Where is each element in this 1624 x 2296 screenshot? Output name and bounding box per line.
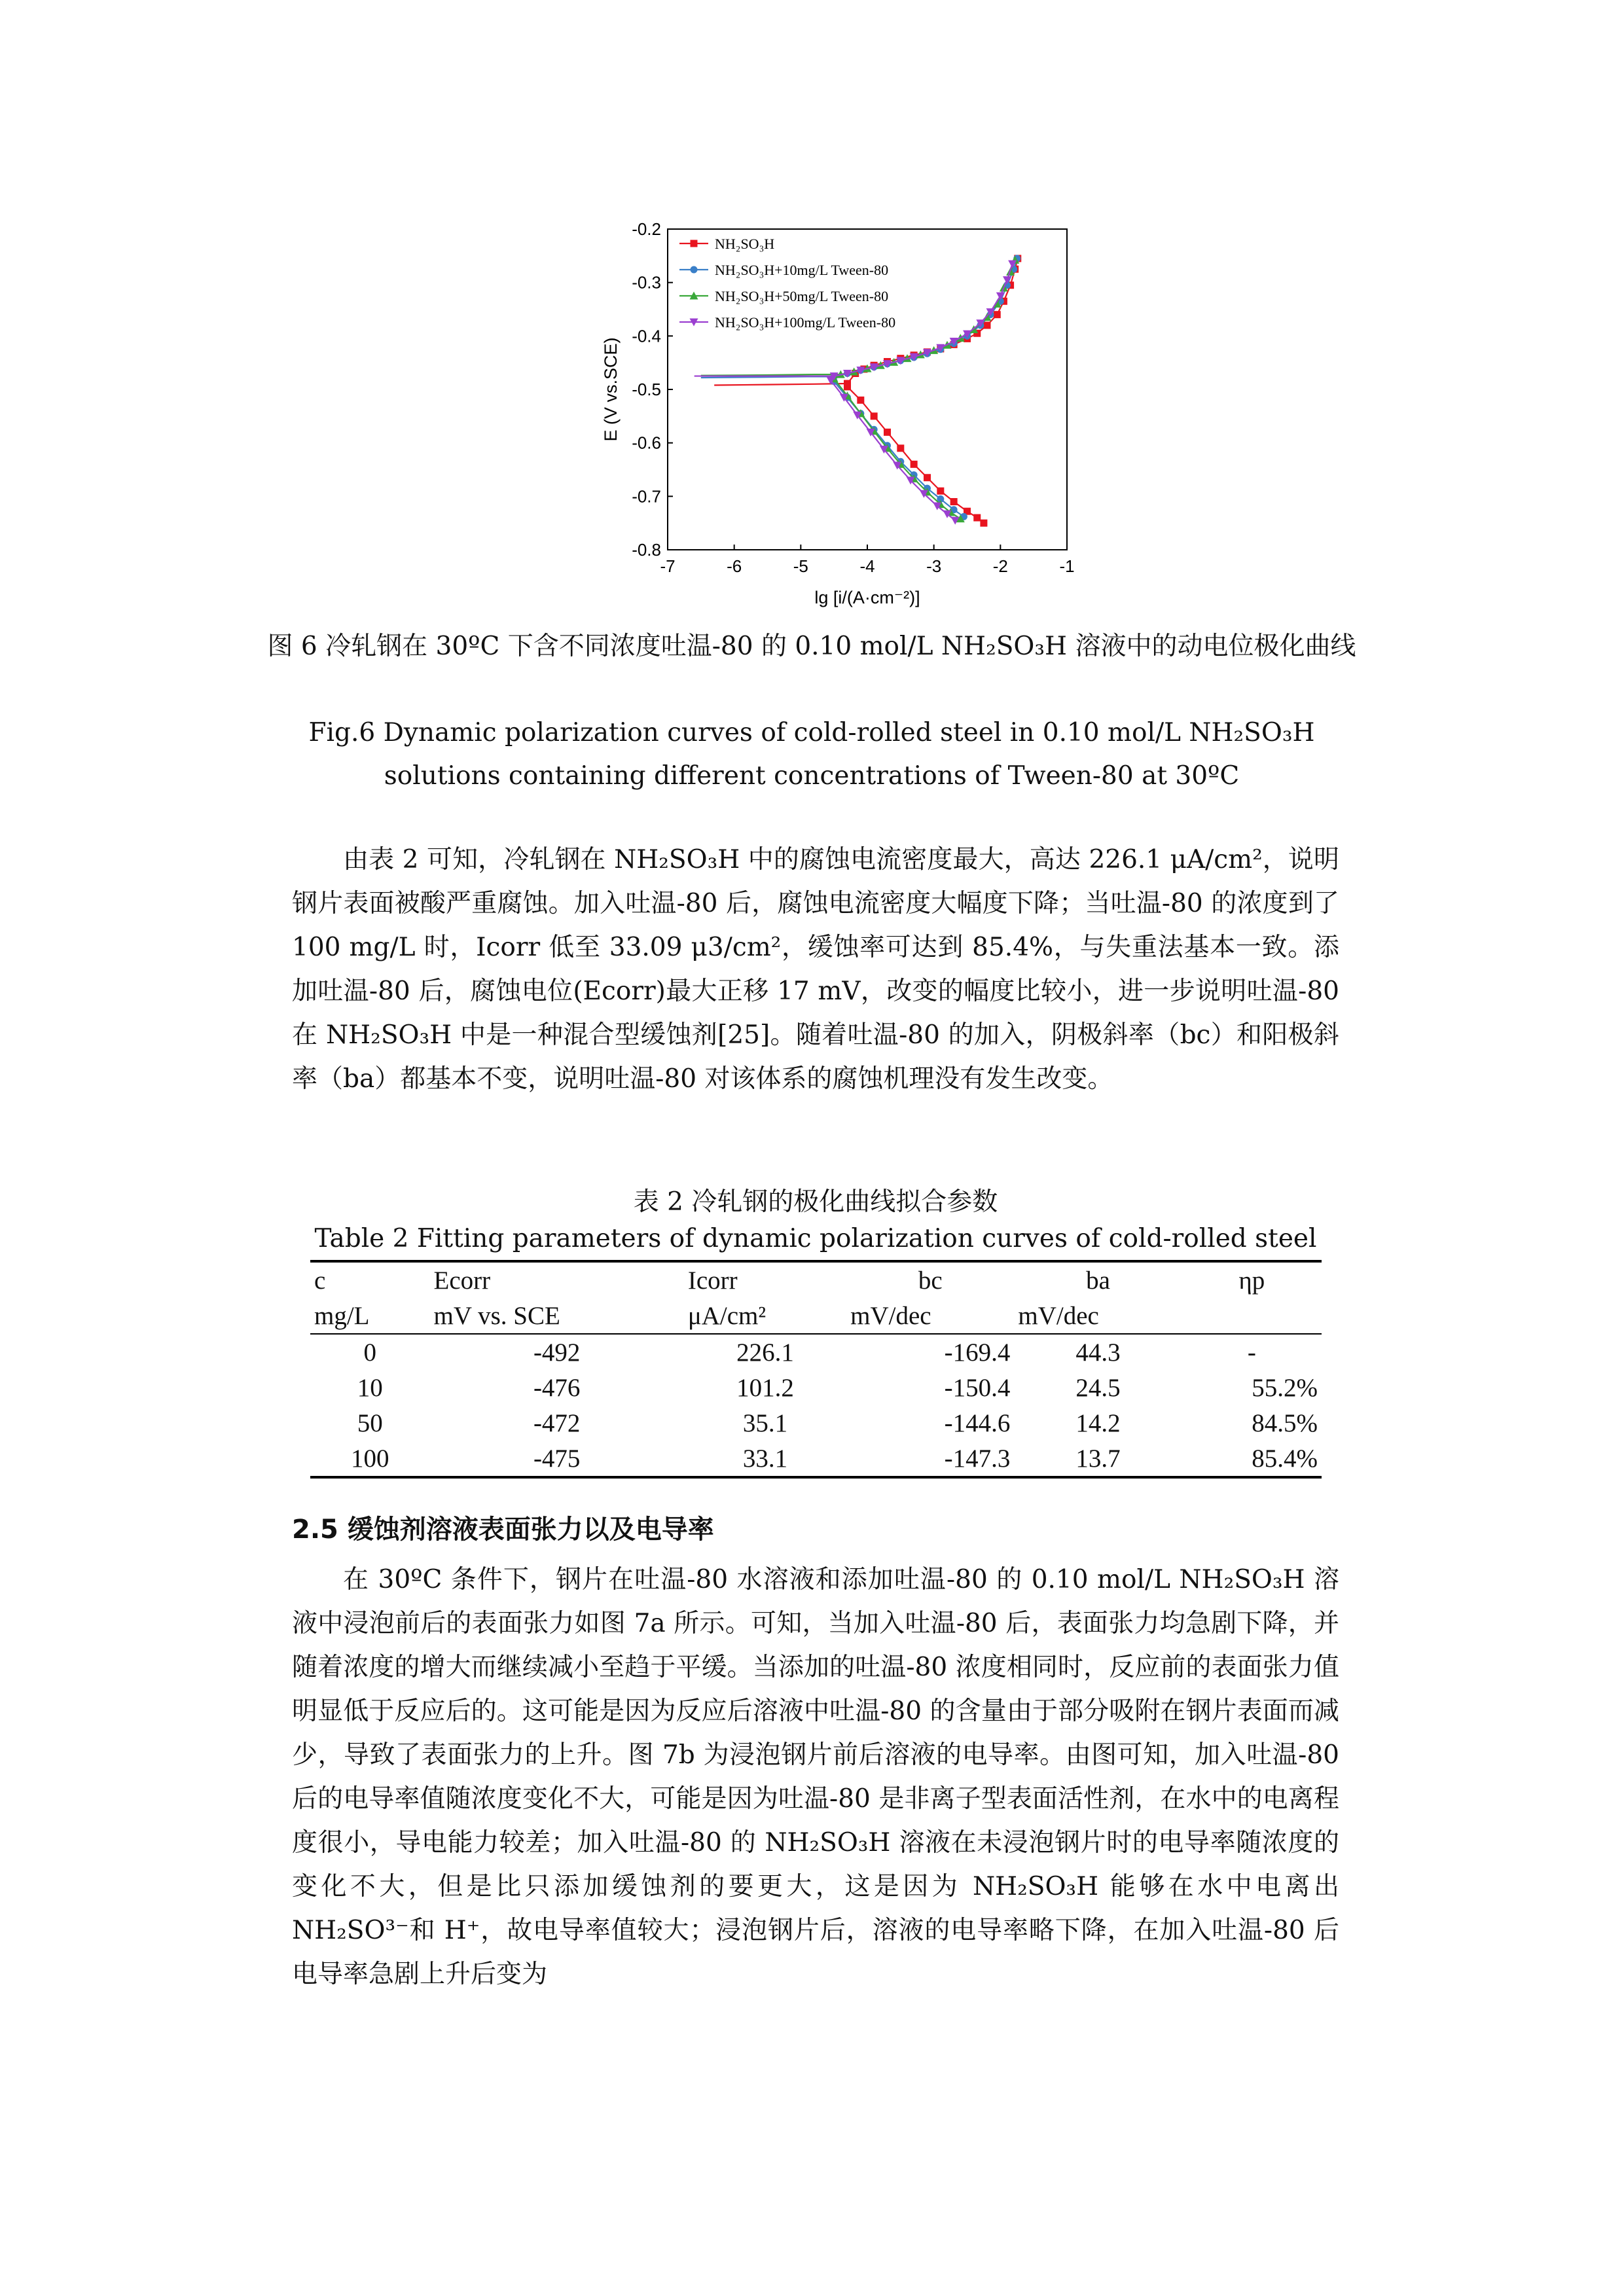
cell: 55.2% [1252,1373,1318,1402]
cell: 14.2 [1075,1408,1121,1437]
legend-label: NH₂SO₃H+10mg/L Tween-80 [715,262,889,278]
data-point [691,266,698,274]
cell: -147.3 [846,1441,1014,1477]
series-line-cathodic [848,384,984,523]
section-heading: 2.5 缓蚀剂溶液表面张力以及电导率 [292,1515,714,1545]
data-point [897,444,904,452]
cell: -169.4 [944,1338,1011,1367]
cell: -476 [533,1373,581,1402]
col-header: Icorr [684,1261,846,1298]
col-unit: mV/dec [846,1298,1014,1334]
table-row [310,1441,1322,1477]
paragraph-text: 在 30ºC 条件下，钢片在吐温-80 水溶液和添加吐温-80 的 0.10 mol/L NH₂SO₃H 溶液中浸泡前后的表面张力如图 7a 所示。可知，当加入吐温-80 后，表面张力均急剧下降，并随着浓度的增大而继续减小至趋于平缓。当添加的吐温-80 浓度相同时，反应前的表面张力值明显低于反应后的。这可能是因为反应后溶液中吐温-80 的含量由于部分吸附在钢片表面而减少，导致了表面张力的上升。图 7b 为浸泡钢片前后溶液的电导率。由图可知，加入吐温-80 后的电导率值随浓度变化不大，可能是因为吐温-80 是非离子型表面活性剂，在水中的电离程度很小，导电能力较差；加入吐温-80 的 NH₂SO₃H 溶液在未浸泡钢片时的电导率随浓度的变化不大，但是比只添加缓蚀剂的要更大，这是因为 NH₂SO₃H 能够在水中电离出 NH₂SO³⁻和 H⁺，故电导率值较大；浸泡钢片后，溶液的电导率略下降，在加入吐温-80 后电导率急剧上升后变为 [292,1565,1339,1989]
table-caption-en: Table 2 Fitting parameters of dynamic polarization curves of cold-rolled steel [314,1224,1317,1253]
data-point [980,520,987,527]
legend-label: NH₂SO₃H+100mg/L Tween-80 [715,314,896,331]
data-point [973,514,981,522]
cell: 10 [357,1373,383,1402]
paragraph-text: 由表 2 可知，冷轧钢在 NH₂SO₃H 中的腐蚀电流密度最大，高达 226.1 μA/cm²，说明钢片表面被酸严重腐蚀。加入吐温-80 后，腐蚀电流密度大幅度下降；当吐温-80 的浓度到了 100 mg/L 时，Icorr 低至 33.09 μ3/cm²，缓蚀率可达到 85.4%，与失重法基本一致。添加吐温-80 后，腐蚀电位(Ecorr)最大正移 17 mV，改变的幅度比较小，进一步说明吐温-80 在 NH₂SO₃H 中是一种混合型缓蚀剂[25]。随着吐温-80 的加入，阴极斜率（bc）和阳极斜率（ba）都基本不变，说明吐温-80 对该体系的腐蚀机理没有发生改变。 [292,845,1339,1094]
data-point [984,322,991,329]
data-point [844,383,851,390]
col-unit: mg/L [310,1298,430,1334]
cell: 84.5% [1252,1408,1318,1437]
data-point [691,240,698,247]
cell: 226.1 [736,1338,794,1367]
y-tick-label: -0.4 [632,326,661,346]
cell: 85.4% [1182,1441,1322,1477]
col-header: c [310,1261,430,1298]
figure-caption-zh: 图 6 冷轧钢在 30ºC 下含不同浓度吐温-80 的 0.10 mol/L NH₂SO₃H 溶液中的动电位极化曲线 [267,632,1356,661]
legend-label: NH₂SO₃H+50mg/L Tween-80 [715,288,889,304]
y-tick-label: -0.7 [632,486,661,507]
table-header-row [310,1261,1322,1298]
x-tick-label: -5 [793,556,808,576]
col-header: ba [1014,1261,1182,1298]
chart-plot-area [601,219,1075,607]
cell: 35.1 [742,1408,788,1437]
col-unit [1182,1298,1322,1334]
data-point [950,498,958,505]
col-unit: mV vs. SCE [430,1298,684,1334]
x-tick-label: -7 [660,556,676,576]
x-tick-label: -6 [727,556,742,576]
table-row [310,1370,1322,1405]
y-tick-label: -0.3 [632,272,661,293]
polarization-chart [589,216,1100,622]
col-header: bc [846,1261,1014,1298]
cell: 33.1 [684,1441,846,1477]
cell: -475 [430,1441,684,1477]
cell: 13.7 [1014,1441,1182,1477]
data-point [871,412,878,420]
cell: - [1247,1338,1256,1367]
cell: -472 [533,1408,581,1437]
table-row [310,1405,1322,1441]
body-paragraph-2 [292,1558,1339,1996]
table-unit-row [310,1298,1322,1334]
cell: 100 [310,1441,430,1477]
legend-label: NH₂SO₃H [715,236,775,252]
cell: -150.4 [944,1373,1011,1402]
body-paragraph-1 [292,838,1339,1101]
data-point [884,429,891,436]
data-point [911,461,918,468]
fitting-parameters-table [310,1260,1322,1479]
table-caption-zh: 表 2 冷轧钢的极化曲线拟合参数 [633,1187,998,1217]
cell: 0 [363,1338,377,1367]
col-header: Ecorr [430,1261,684,1298]
y-tick-label: -0.5 [632,380,661,399]
y-tick-label: -0.8 [632,540,661,560]
y-tick-label: -0.2 [632,219,661,239]
data-point [857,397,864,404]
cell: -492 [533,1338,581,1367]
data-point [937,488,944,495]
cell: 101.2 [736,1373,794,1402]
x-axis-label: lg [i/(A·cm⁻²)] [814,588,920,607]
cell: -144.6 [944,1408,1011,1437]
y-axis-label: E (V vs.SCE) [601,337,621,442]
col-unit: mV/dec [1014,1298,1182,1334]
x-tick-label: -2 [992,556,1008,576]
x-tick-label: -4 [859,556,875,576]
data-point [994,311,1001,318]
cell: 24.5 [1075,1373,1121,1402]
col-header: ηp [1182,1261,1322,1298]
x-tick-label: -1 [1059,556,1075,576]
x-tick-label: -3 [926,556,942,576]
figure-caption-en: Fig.6 Dynamic polarization curves of cold-rolled steel in 0.10 mol/L NH₂SO₃H solutions containing different concentrations of Tween-80 at 30ºC [308,718,1315,791]
cell: 50 [357,1408,383,1437]
col-unit: μA/cm² [684,1298,846,1334]
data-point [924,474,931,481]
table-row [310,1334,1322,1370]
cell: 44.3 [1075,1338,1121,1367]
y-tick-label: -0.6 [632,433,661,453]
